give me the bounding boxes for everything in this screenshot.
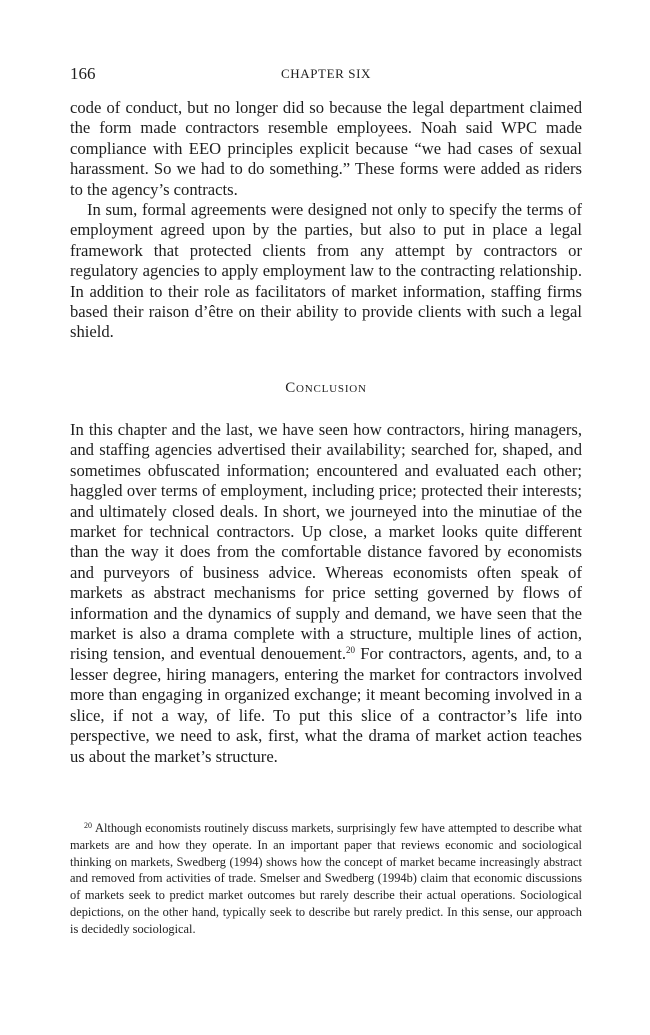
footnote-reference[interactable]: 20	[346, 645, 356, 656]
footnote	[70, 820, 582, 938]
running-head: CHAPTER SIX	[280, 66, 372, 81]
body-text-top	[70, 98, 582, 343]
paragraph: In sum, formal agreements were designed not only to specify the terms of employment agreed upon by the parties, but also to put in place a legal framework that protected clients from any attempt by contractors or regulatory agencies to apply employment law to the contracting relationship. In addition to their role as facilitators of market information, staffing firms based their raison d’être on their ability to provide clients with such a legal shield.	[70, 200, 582, 342]
footnote-number: 20	[84, 821, 92, 830]
footnote-text: Although economists routinely discuss markets, surprisingly few have attempted to describe what markets are and how they operate. In an important paper that reviews economic and sociological thinking on markets, Swedberg (1994) shows how the concept of market became increasingly abstract and removed from activities of trade. Smelser and Swedberg (1994b) claim that economic discussions of markets seek to predict market outcomes but rarely describe their actual operations. Sociological depictions, on the other hand, typically seek to describe but rarely predict. In this sense, our approach is decidedly sociological.	[70, 821, 582, 936]
page-number: 166	[70, 64, 96, 83]
page-header	[70, 64, 582, 86]
conclusion-text-part-1: In this chapter and the last, we have seen how contractors, hiring managers, and staffing agencies advertised their availability; searched for, shaped, and sometimes obfuscated information; encountered and evaluated each other; haggled over terms of employment, including price; protected their interests; and ultimately closed deals. In short, we journeyed into the minutiae of the market for technical contractors. Up close, a market looks quite different than the way it does from the comfortable distance favored by economists and purveyors of business advice. Whereas economists often speak of markets as abstract mechanisms for price setting governed by flows of information and the dynamics of supply and demand, we have seen that the market is also a drama complete with a structure, multiple lines of action, rising tension, and eventual denouement.	[70, 420, 582, 664]
conclusion-text-part-2: For contractors, agents, and, to a lesser degree, hiring managers, entering the market for contractors involved more than engaging in organized exchange; it meant becoming involved in a slice, if not a way, of life. To put this slice of a contractor’s life into perspective, we need to ask, first, what the drama of market action teaches us about the market’s structure.	[70, 644, 582, 766]
conclusion-paragraph	[70, 420, 582, 767]
footnote-paragraph	[70, 820, 582, 938]
conclusion-text	[70, 420, 582, 767]
section-heading: Conclusion	[285, 380, 367, 396]
paragraph: code of conduct, but no longer did so because the legal department claimed the form made contractors resemble employees. Noah said WPC made compliance with EEO principles explicit because “we had cases of sexual harassment. So we had to do something.” These forms were added as riders to the agency’s contracts.	[70, 98, 582, 199]
